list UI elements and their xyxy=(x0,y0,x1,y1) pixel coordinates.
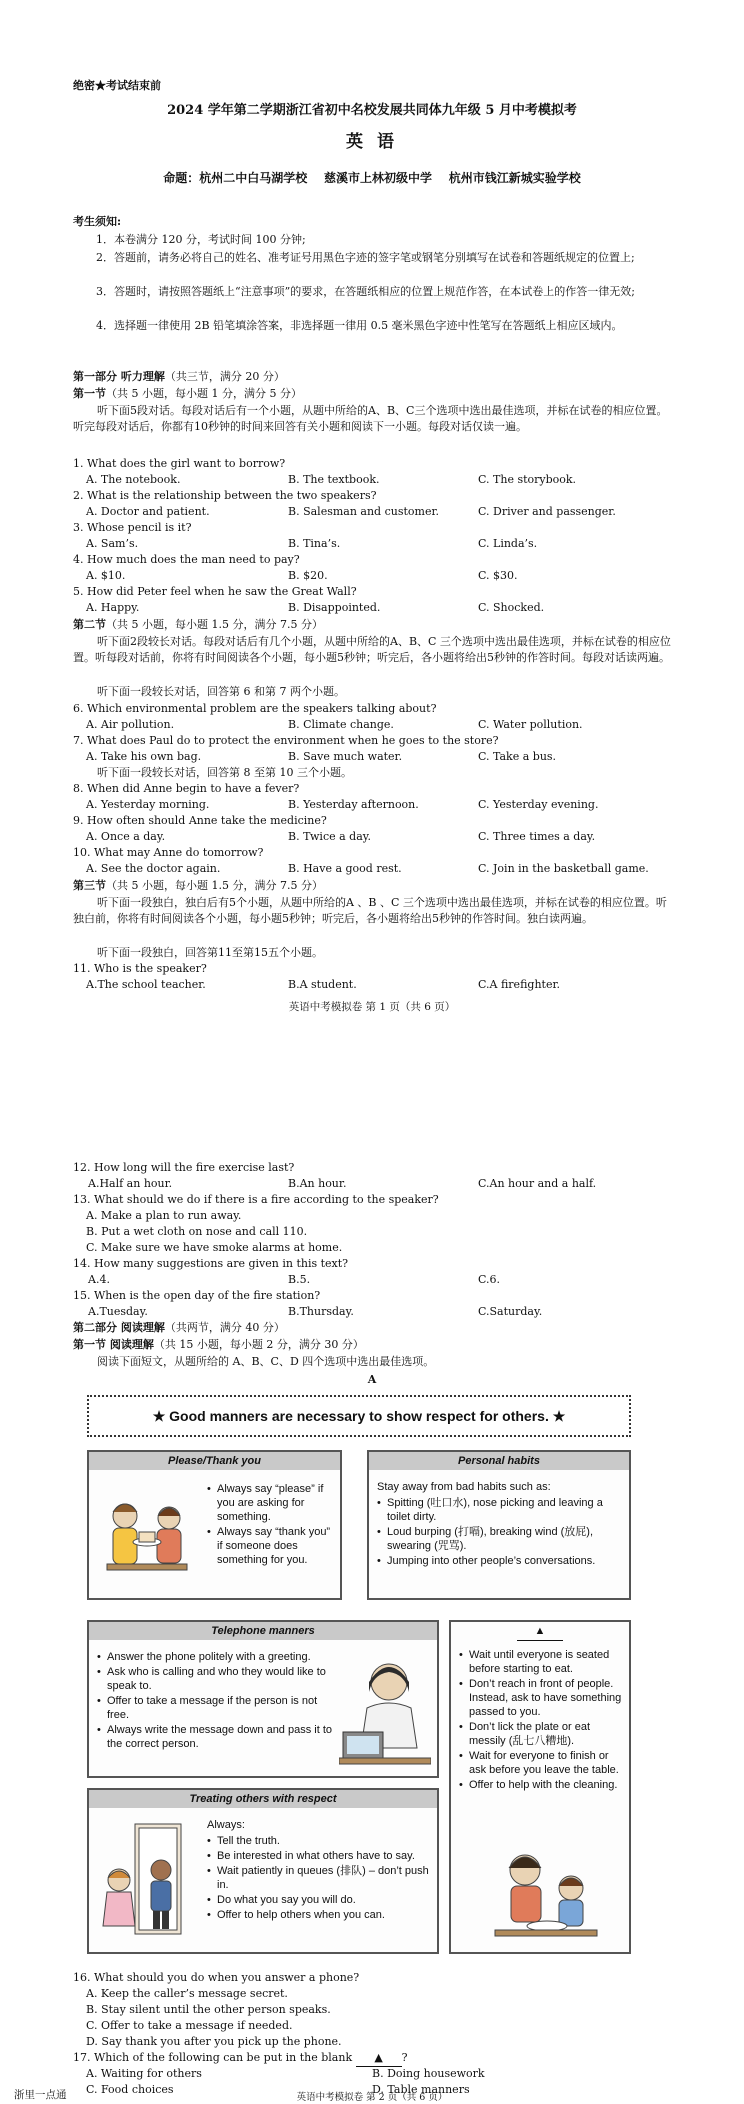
passage-label: A xyxy=(367,1373,377,1386)
option-b: B. Disappointed. xyxy=(288,601,381,614)
option-c: C.Saturday. xyxy=(478,1305,543,1318)
notice-item: 2．答题前，请务必将自己的姓名、准考证号用黑色字迹的签字笔或钢笔分别填写在试卷和答题纸规定的位置上; xyxy=(96,251,635,264)
dialog-instruction: 听下面一段较长对话，回答第 8 至第 10 三个小题。 xyxy=(97,766,352,779)
question-12: 12. How long will the fire exercise last? xyxy=(73,1161,295,1174)
option-b: B. Have a good rest. xyxy=(288,862,402,875)
tip-item: • Always say “thank you” if someone does something for you. xyxy=(207,1525,337,1567)
option-b: B. $20. xyxy=(288,569,328,582)
part2-heading: 第二部分 阅读理解（共两节，满分 40 分） xyxy=(73,1321,285,1334)
option-c: C. $30. xyxy=(478,569,518,582)
children-at-door-illustration xyxy=(95,1818,199,1948)
option-c: C.6. xyxy=(478,1273,501,1286)
option-b: B. The textbook. xyxy=(288,473,380,486)
tip-item: • Don’t reach in front of people. Instead, ask to have something passed to you. xyxy=(459,1677,625,1719)
option-a: A.4. xyxy=(88,1273,110,1286)
option-a: A. Once a day. xyxy=(86,830,166,843)
habits-intro: Stay away from bad habits such as: xyxy=(377,1481,551,1493)
blank-marker: ▲ xyxy=(356,2050,402,2067)
question-13: 13. What should we do if there is a fire according to the speaker? xyxy=(73,1193,439,1206)
question-14: 14. How many suggestions are given in this text? xyxy=(73,1257,349,1270)
option-b: B.A student. xyxy=(288,978,357,991)
part1-heading: 第一部分 听力理解（共三节，满分 20 分） xyxy=(73,370,285,383)
question-9: 9. How often should Anne take the medicine? xyxy=(73,814,327,827)
option-c: C. Driver and passenger. xyxy=(478,505,616,518)
option-c: C. Yesterday evening. xyxy=(478,798,599,811)
question-15: 15. When is the open day of the fire station? xyxy=(73,1289,321,1302)
option-b: B. Tina’s. xyxy=(288,537,341,550)
option-b: B. Stay silent until the other person speaks. xyxy=(86,2003,331,2016)
section3-intro: 听下面一段独白，独白后有5个小题，从题中所给的A 、B 、C 三个选项中选出最佳选项，并标在试卷的相应位置。听独白前，你将有时间阅读各个小题，每小题5秒钟；听完后，各小题将给出5秒钟的作答时间。独白读两遍。 xyxy=(73,896,667,925)
dialog-instruction: 听下面一段较长对话，回答第 6 和第 7 两个小题。 xyxy=(97,685,345,698)
poster-title: ★ Good manners are necessary to show respect for others. ★ xyxy=(87,1395,631,1437)
option-c: C.A firefighter. xyxy=(478,978,561,991)
option-a: A.Half an hour. xyxy=(88,1177,173,1190)
page-footer: 英语中考模拟卷 第 1 页（共 6 页） xyxy=(288,1001,456,1013)
reading-section-heading: 第一节 阅读理解（共 15 小题，每小题 2 分，满分 30 分） xyxy=(73,1338,364,1351)
reading-intro: 阅读下面短文，从题所给的 A、B、C、D 四个选项中选出最佳选项。 xyxy=(97,1355,435,1368)
option-c: C. Linda’s. xyxy=(478,537,538,550)
option-b: B. Twice a day. xyxy=(288,830,372,843)
option-b: B.An hour. xyxy=(288,1177,347,1190)
tip-item: • Do what you say you will do. xyxy=(207,1893,433,1907)
option-a: A. Keep the caller’s message secret. xyxy=(86,1987,288,2000)
exam-title: 2024 学年第二学期浙江省初中名校发展共同体九年级 5 月中考模拟考 xyxy=(167,103,577,118)
tip-item: • Loud burping (打嗝), breaking wind (放屁), swearing (咒骂). xyxy=(377,1525,623,1553)
always-label: Always: xyxy=(207,1819,245,1831)
tip-item: • Ask who is calling and who they would like to speak to. xyxy=(97,1665,333,1693)
tip-item: • Wait patiently in queues (排队) – don’t push in. xyxy=(207,1864,433,1892)
option-a: A.The school teacher. xyxy=(86,978,206,991)
blank-heading-box xyxy=(449,1620,631,1954)
section3-heading: 第三节（共 5 小题，每小题 1.5 分，满分 7.5 分） xyxy=(73,879,323,892)
section2-intro: 听下面2段较长对话。每段对话后有几个小题，从题中所给的A、B、C 三个选项中选出最佳选项，并标在试卷的相应位置。听每段对话前，你将有时间阅读各个小题，每小题5秒钟；听完后，各小题将给出5秒钟的作答时间。每段对话读两遍。 xyxy=(73,635,671,664)
children-sharing-cake-illustration xyxy=(97,1486,197,1586)
tip-item: • Jumping into other people’s conversations. xyxy=(377,1554,623,1568)
option-c: C. Take a bus. xyxy=(478,750,557,763)
question-5: 5. How did Peter feel when he saw the Great Wall? xyxy=(73,585,357,598)
tip-item: • Be interested in what others have to say. xyxy=(207,1849,433,1863)
notice-title: 考生须知: xyxy=(73,215,122,228)
tip-item: • Wait until everyone is seated before starting to eat. xyxy=(459,1648,625,1676)
box-heading: Telephone manners xyxy=(89,1622,437,1640)
section2-heading: 第二节（共 5 小题，每小题 1.5 分，满分 7.5 分） xyxy=(73,618,323,631)
option-c: C. Make sure we have smoke alarms at home. xyxy=(86,1241,343,1254)
option-a: A. Doctor and patient. xyxy=(86,505,210,518)
section1-heading: 第一节（共 5 小题，每小题 1 分，满分 5 分） xyxy=(73,387,302,400)
personal-habits-box xyxy=(367,1450,631,1600)
option-c: C.An hour and a half. xyxy=(478,1177,597,1190)
tip-item: • Spitting (吐口水), nose picking and leaving a toilet dirty. xyxy=(377,1496,623,1524)
option-b: B. Save much water. xyxy=(288,750,403,763)
monologue-instruction: 听下面一段独白，回答第11至第15五个小题。 xyxy=(97,946,323,959)
option-b: B. Put a wet cloth on nose and call 110. xyxy=(86,1225,308,1238)
option-a: A. $10. xyxy=(86,569,126,582)
option-d: D. Table manners xyxy=(372,2083,470,2096)
option-b: B. Yesterday afternoon. xyxy=(288,798,419,811)
option-a: A. Yesterday morning. xyxy=(86,798,210,811)
option-c: C. Shocked. xyxy=(478,601,545,614)
question-7: 7. What does Paul do to protect the environment when he goes to the store? xyxy=(73,734,499,747)
question-2: 2. What is the relationship between the two speakers? xyxy=(73,489,377,502)
notice-item: 4．选择题一律使用 2B 铅笔填涂答案，非选择题一律用 0.5 毫米黑色字迹中性笔写在答题纸上相应区域内。 xyxy=(96,319,623,332)
tip-item: • Answer the phone politely with a greeting. xyxy=(97,1650,333,1664)
option-a: A. The notebook. xyxy=(86,473,181,486)
setters-line: 命题：杭州二中白马湖学校 慈溪市上林初级中学 杭州市钱江新城实验学校 xyxy=(163,171,581,185)
option-b: B.5. xyxy=(288,1273,311,1286)
option-a: A. Waiting for others xyxy=(86,2067,202,2080)
woman-on-phone-illustration xyxy=(339,1652,431,1770)
tip-item: • Offer to take a message if the person is not free. xyxy=(97,1694,333,1722)
option-b: B. Salesman and customer. xyxy=(288,505,440,518)
tip-item: • Tell the truth. xyxy=(207,1834,433,1848)
option-a: A. Take his own bag. xyxy=(86,750,202,763)
tip-item: • Always write the message down and pass it to the correct person. xyxy=(97,1723,333,1751)
family-dinner-illustration xyxy=(491,1844,601,1944)
tip-item: • Always say “please” if you are asking for something. xyxy=(207,1482,337,1524)
blank-marker: ▲ xyxy=(517,1622,563,1641)
option-c: C. The storybook. xyxy=(478,473,577,486)
box-heading: Treating others with respect xyxy=(89,1790,437,1808)
question-16: 16. What should you do when you answer a phone? xyxy=(73,1971,360,1984)
question-6: 6. Which environmental problem are the speakers talking about? xyxy=(73,702,437,715)
page-footer: 英语中考模拟卷 第 2 页（共 6 页） xyxy=(296,2092,448,2103)
option-a: A. Sam’s. xyxy=(86,537,139,550)
watermark-text: 浙里一点通 xyxy=(14,2089,67,2101)
option-a: A. Air pollution. xyxy=(86,718,175,731)
tip-item: • Don’t lick the plate or eat messily (乱七八糟地). xyxy=(459,1720,625,1748)
secret-label: 绝密★考试结束前 xyxy=(73,79,161,92)
box-heading: Please/Thank you xyxy=(89,1452,340,1470)
option-a: A. Make a plan to run away. xyxy=(86,1209,242,1222)
telephone-manners-box xyxy=(87,1620,439,1778)
please-thank-you-box xyxy=(87,1450,342,1600)
question-3: 3. Whose pencil is it? xyxy=(73,521,192,534)
option-a: A. Happy. xyxy=(86,601,140,614)
question-10: 10. What may Anne do tomorrow? xyxy=(73,846,264,859)
option-c: C. Food choices xyxy=(86,2083,174,2096)
tip-item: • Offer to help with the cleaning. xyxy=(459,1778,625,1792)
section1-intro: 听下面5段对话。每段对话后有一个小题，从题中所给的A、B、C三个选项中选出最佳选项，并标在试卷的相应位置。听完每段对话后，你都有10秒钟的时间来回答有关小题和阅读下一小题。每段对话仅读一遍。 xyxy=(73,404,668,433)
notice-item: 3．答题时，请按照答题纸上“注意事项”的要求，在答题纸相应的位置上规范作答，在本试卷上的作答一律无效; xyxy=(96,285,635,298)
question-8: 8. When did Anne begin to have a fever? xyxy=(73,782,300,795)
option-c: C. Water pollution. xyxy=(478,718,583,731)
notice-item: 1．本卷满分 120 分，考试时间 100 分钟; xyxy=(96,233,306,246)
tip-item: • Offer to help others when you can. xyxy=(207,1908,433,1922)
tip-item: • Wait for everyone to finish or ask before you leave the table. xyxy=(459,1749,625,1777)
question-4: 4. How much does the man need to pay? xyxy=(73,553,300,566)
question-1: 1. What does the girl want to borrow? xyxy=(73,457,286,470)
option-a: A. See the doctor again. xyxy=(86,862,221,875)
box-heading: Personal habits xyxy=(369,1452,629,1470)
option-b: B.Thursday. xyxy=(288,1305,354,1318)
option-b: B. Doing housework xyxy=(372,2067,485,2080)
question-17: 17. Which of the following can be put in the blank ▲ ? xyxy=(73,2050,408,2067)
option-b: B. Climate change. xyxy=(288,718,394,731)
question-11: 11. Who is the speaker? xyxy=(73,962,207,975)
option-d: D. Say thank you after you pick up the phone. xyxy=(86,2035,342,2048)
subject-title: 英 语 xyxy=(346,132,398,152)
option-c: C. Three times a day. xyxy=(478,830,596,843)
option-a: A.Tuesday. xyxy=(88,1305,148,1318)
option-c: C. Join in the basketball game. xyxy=(478,862,649,875)
option-c: C. Offer to take a message if needed. xyxy=(86,2019,293,2032)
treating-others-box xyxy=(87,1788,439,1954)
